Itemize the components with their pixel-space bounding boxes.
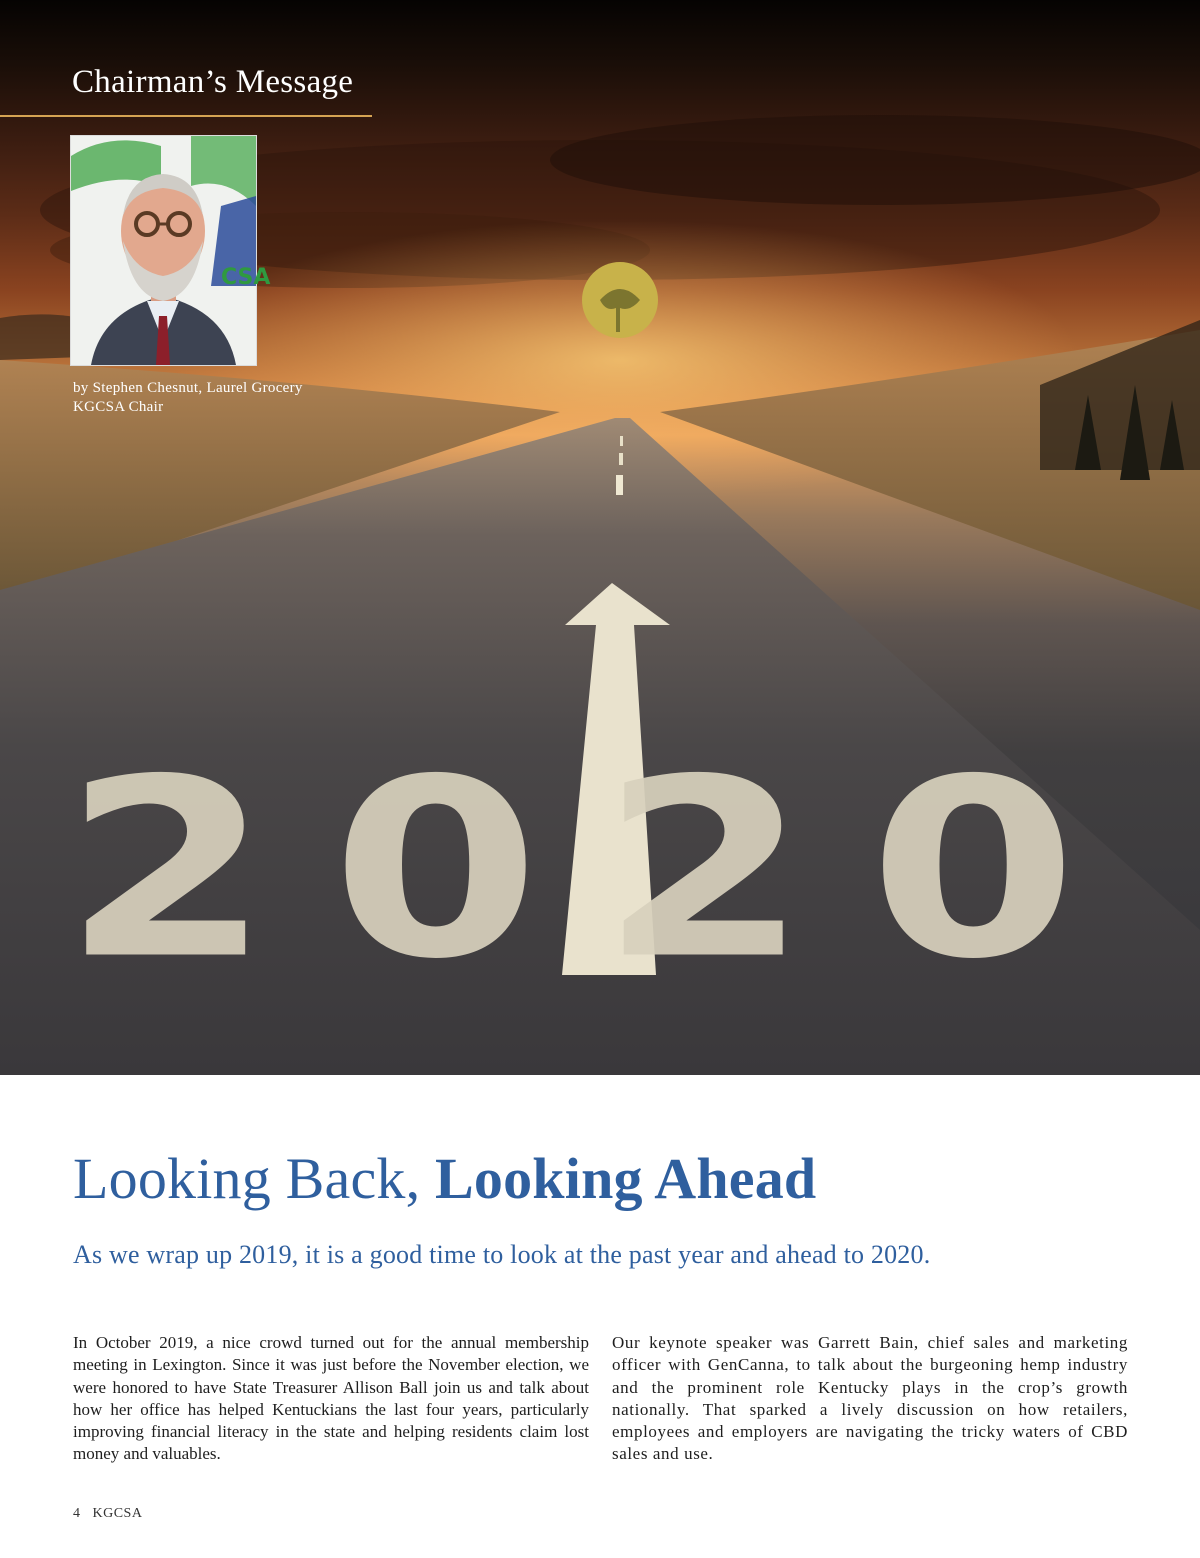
portrait-logo-text: CSA bbox=[221, 265, 271, 290]
portrait-image bbox=[71, 136, 271, 365]
page-number: 4 bbox=[73, 1506, 81, 1521]
byline-title: KGCSA Chair bbox=[73, 399, 164, 415]
road-year-text: 2020 bbox=[62, 726, 1138, 1013]
article-deck: As we wrap up 2019, it is a good time to look at the past year and ahead to 2020. bbox=[73, 1240, 931, 1269]
byline bbox=[73, 379, 303, 417]
chairman-portrait bbox=[70, 135, 271, 366]
page-footer bbox=[73, 1506, 154, 1522]
section-title: Chairman’s Message bbox=[72, 64, 354, 100]
body-column-2: Our keynote speaker was Garrett Bain, chief sales and marketing officer with GenCanna, to talk about the burgeoning hemp industry and the prominent role Kentucky plays in the crop’s growth nationally. That sparked a lively discussion on how retailers, employees and employers are navigating the tricky waters of CBD sales and use. bbox=[612, 1333, 1128, 1464]
headline-light: Looking Back, bbox=[73, 1146, 436, 1211]
publication-name: KGCSA bbox=[92, 1506, 143, 1521]
body-column-1: In October 2019, a nice crowd turned out for the annual membership meeting in Lexington. Since it was just before the November election, we were honored to have State Treasurer Allison Ball join us and talk about how her office has helped Kentuckians the last four years, particularly improving financial literacy in the state and helping residents claim lost money and valuables. bbox=[73, 1333, 589, 1464]
byline-author: by Stephen Chesnut, Laurel Grocery bbox=[73, 380, 303, 396]
article-headline bbox=[73, 1145, 816, 1212]
section-rule bbox=[0, 115, 372, 117]
headline-bold: Looking Ahead bbox=[435, 1146, 817, 1211]
